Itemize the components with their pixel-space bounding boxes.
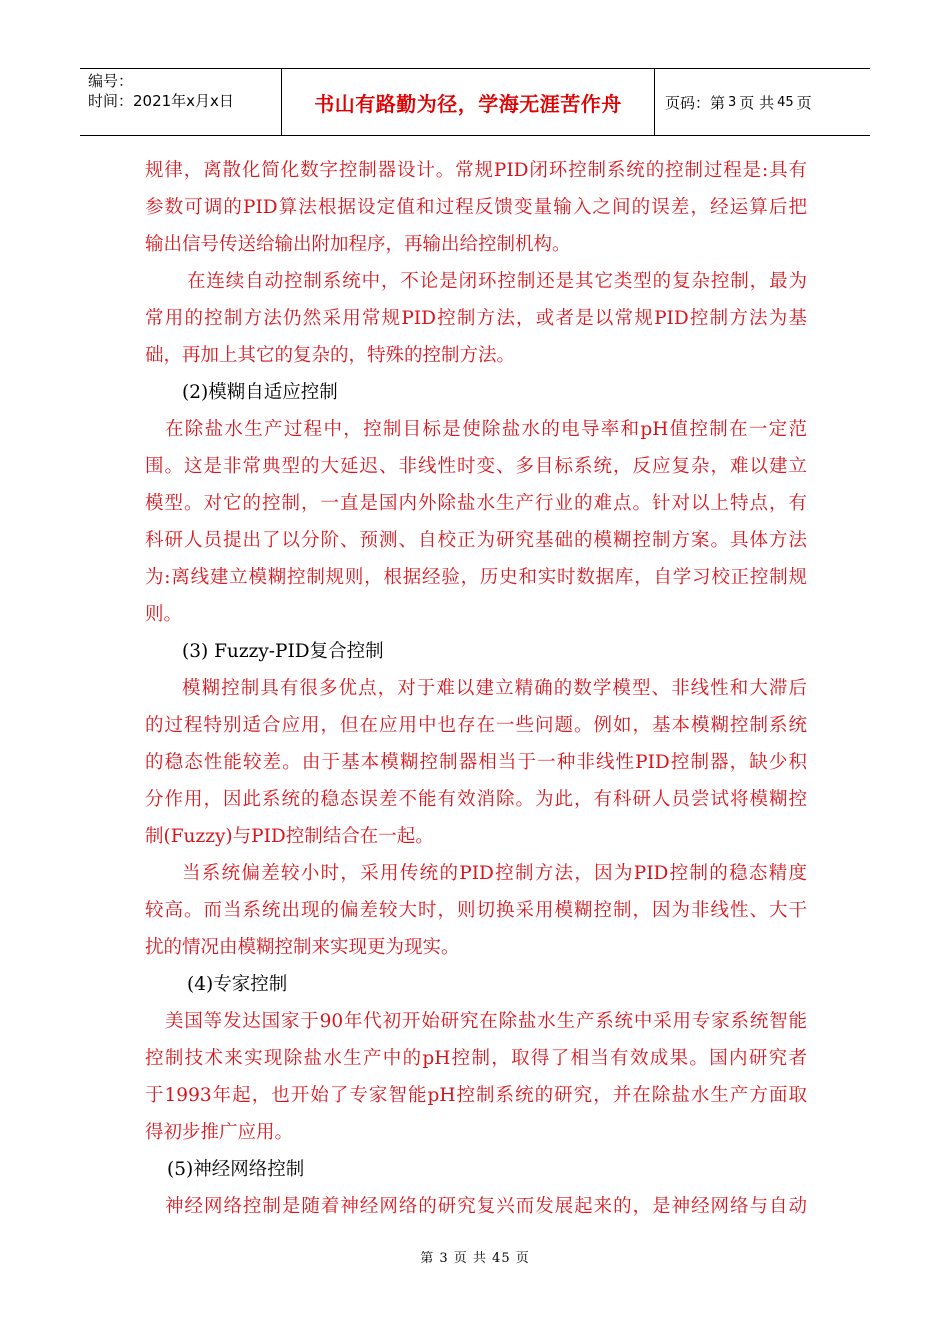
- text-line: 围。这是非常典型的大延迟、非线性时变、多目标系统，反应复杂，难以建立: [145, 456, 807, 477]
- text-line: 模糊控制具有很多优点，对于难以建立精确的数学模型、非线性和大滞后: [182, 678, 807, 699]
- page-total: 45: [777, 94, 794, 110]
- text-line: 在连续自动控制系统中，不论是闭环控制还是其它类型的复杂控制，最为: [187, 271, 807, 292]
- text-line: 的过程特别适合应用，但在应用中也存在一些问题。例如，基本模糊控制系统: [145, 715, 807, 736]
- text-line: 神经网络控制是随着神经网络的研究复兴而发展起来的，是神经网络与自动: [165, 1196, 807, 1217]
- text-line: 为:离线建立模糊控制规则，根据经验，历史和实时数据库，自学习校正控制规: [145, 567, 807, 588]
- page-suffix: 页: [796, 93, 812, 112]
- text-line: 输出信号传送给输出附加程序，再输出给控制机构。: [145, 234, 571, 255]
- body-text: [145, 152, 807, 1225]
- text-line: 规律，离散化简化数字控制器设计。常规PID闭环控制系统的控制过程是:具有: [145, 160, 807, 181]
- text-line: 较高。而当系统出现的偏差较大时，则切换采用模糊控制，因为非线性、大干: [145, 900, 807, 921]
- page-prefix: 页码：第: [665, 93, 726, 112]
- text-line: 在除盐水生产过程中，控制目标是使除盐水的电导率和pH值控制在一定范: [165, 419, 807, 440]
- header-motto: 书山有路勤为径，学海无涯苦作舟: [282, 69, 655, 135]
- text-line: 得初步推广应用。: [145, 1122, 294, 1143]
- text-line: 扰的情况由模糊控制来实现更为现实。: [145, 937, 460, 958]
- text-line: 常用的控制方法仍然采用常规PID控制方法，或者是以常规PID控制方法为基: [145, 308, 807, 329]
- text-line: 则。: [145, 604, 183, 625]
- text-line: 模型。对它的控制，一直是国内外除盐水生产行业的难点。针对以上特点，有: [145, 493, 807, 514]
- text-line: (5)神经网络控制: [167, 1159, 305, 1180]
- page-mid: 页 共: [739, 93, 775, 112]
- text-line: 的稳态性能较差。由于基本模糊控制器相当于一种非线性PID控制器，缺少积: [145, 752, 807, 773]
- text-line: (3) Fuzzy-PID复合控制: [182, 641, 384, 662]
- text-line: 分作用，因此系统的稳态误差不能有效消除。为此，有科研人员尝试将模糊控: [145, 789, 807, 810]
- text-line: (2)模糊自适应控制: [182, 382, 338, 403]
- header-page-info: [655, 69, 870, 135]
- page-header: [80, 68, 870, 136]
- page-footer: 第 3 页 共 45 页: [420, 1251, 530, 1266]
- text-line: 础，再加上其它的复杂的，特殊的控制方法。: [145, 345, 516, 366]
- page-current: 3: [728, 94, 737, 110]
- text-line: 科研人员提出了以分阶、预测、自校正为研究基础的模糊控制方案。具体方法: [145, 530, 807, 551]
- text-line: 控制技术来实现除盐水生产中的pH控制，取得了相当有效成果。国内研究者: [145, 1048, 807, 1069]
- text-line: 当系统偏差较小时，采用传统的PID控制方法，因为PID控制的稳态精度: [182, 863, 807, 884]
- document-number-label: 编号：: [88, 72, 134, 90]
- text-line: (4)专家控制: [187, 974, 288, 995]
- text-line: 制(Fuzzy)与PID控制结合在一起。: [145, 826, 434, 847]
- text-line: 美国等发达国家于90年代初开始研究在除盐水生产系统中采用专家系统智能: [165, 1011, 807, 1032]
- text-line: 参数可调的PID算法根据设定值和过程反馈变量输入之间的误差，经运算后把: [145, 197, 807, 218]
- text-line: 于1993年起，也开始了专家智能pH控制系统的研究，并在除盐水生产方面取: [145, 1085, 807, 1106]
- document-time-label: 时间：2021年x月x日: [88, 92, 234, 110]
- header-info-cell: [80, 69, 282, 135]
